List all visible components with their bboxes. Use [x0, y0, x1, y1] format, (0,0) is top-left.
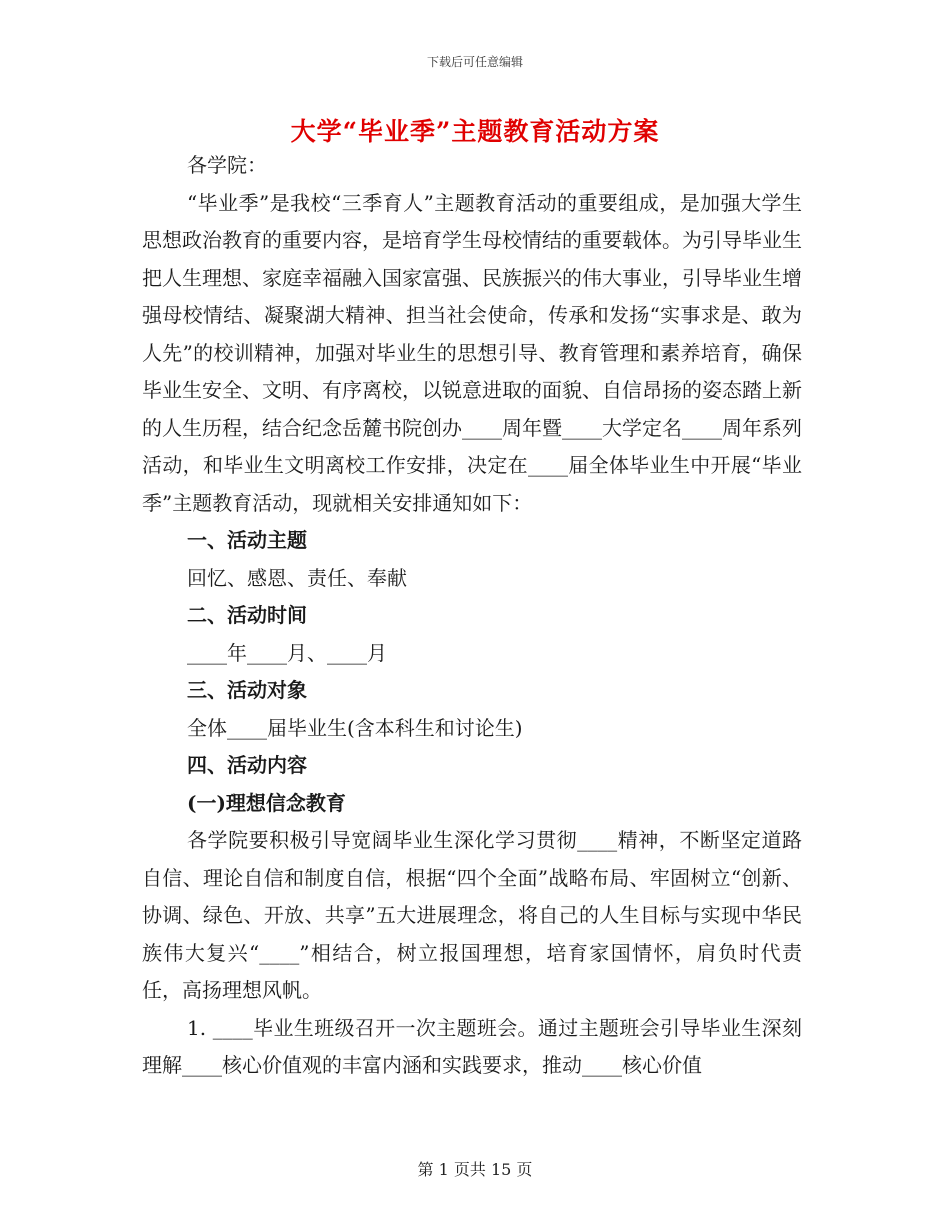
intro-paragraph: “毕业季”是我校“三季育人”主题教育活动的重要组成，是加强大学生思想政治教育的重要内容，是培育学生母校情结的重要载体。为引导毕业生把人生理想、家庭幸福融入国家富强、民族振兴的伟大事业，引导毕业生增强母校情结、凝聚湖大精神、担当社会使命，传承和发扬“实事求是、敢为人先”的校训精神，加强对毕业生的思想引导、教育管理和素养培育，确保毕业生安全、文明、有序离校，以锐意进取的面貌、自信昂扬的姿态踏上新的人生历程，结合纪念岳麓书院创办____周年暨____大学定名____周年系列活动，和毕业生文明离校工作安排，决定在____届全体毕业生中开展“毕业季”主题教育活动，现就相关安排通知如下： — [142, 190, 802, 515]
section-text-theme: 回忆、感恩、责任、奉献 — [187, 565, 407, 590]
subsection-text-ideals: 各学院要积极引导宽阔毕业生深化学习贯彻____精神，不断坚定道路自信、理论自信和制度自信，根据“四个全面”战略布局、牢固树立“创新、协调、绿色、开放、共享”五大进展理念，将自己的人生目标与实现中华民族伟大复兴“____”相结合，树立报国理想，培育家国情怀，肩负时代责任，高扬理想风帆。 — [142, 828, 802, 1002]
subsection-heading-ideals: (一)理想信念教育 — [187, 790, 346, 815]
section-text-audience: 全体____届毕业生(含本科生和讨论生) — [187, 715, 523, 740]
section-heading-content: 四、活动内容 — [187, 753, 307, 777]
section-heading-theme: 一、活动主题 — [187, 528, 307, 552]
section-heading-audience: 三、活动对象 — [187, 678, 307, 702]
document-title: 大学“毕业季”主题教育活动方案 — [290, 117, 660, 146]
page-number-footer: 第 1 页共 15 页 — [417, 1160, 533, 1179]
salutation: 各学院： — [187, 153, 267, 177]
list-item-class-meeting: 1. ____毕业生班级召开一次主题班会。通过主题班会引导毕业生深刻理解____核心价值观的丰富内涵和实践要求，推动____核心价值 — [142, 1015, 802, 1077]
header-note: 下载后可任意编辑 — [426, 55, 523, 69]
section-text-time: ____年____月、____月 — [187, 640, 387, 665]
document-body — [142, 147, 802, 1085]
section-heading-time: 二、活动时间 — [187, 603, 307, 627]
